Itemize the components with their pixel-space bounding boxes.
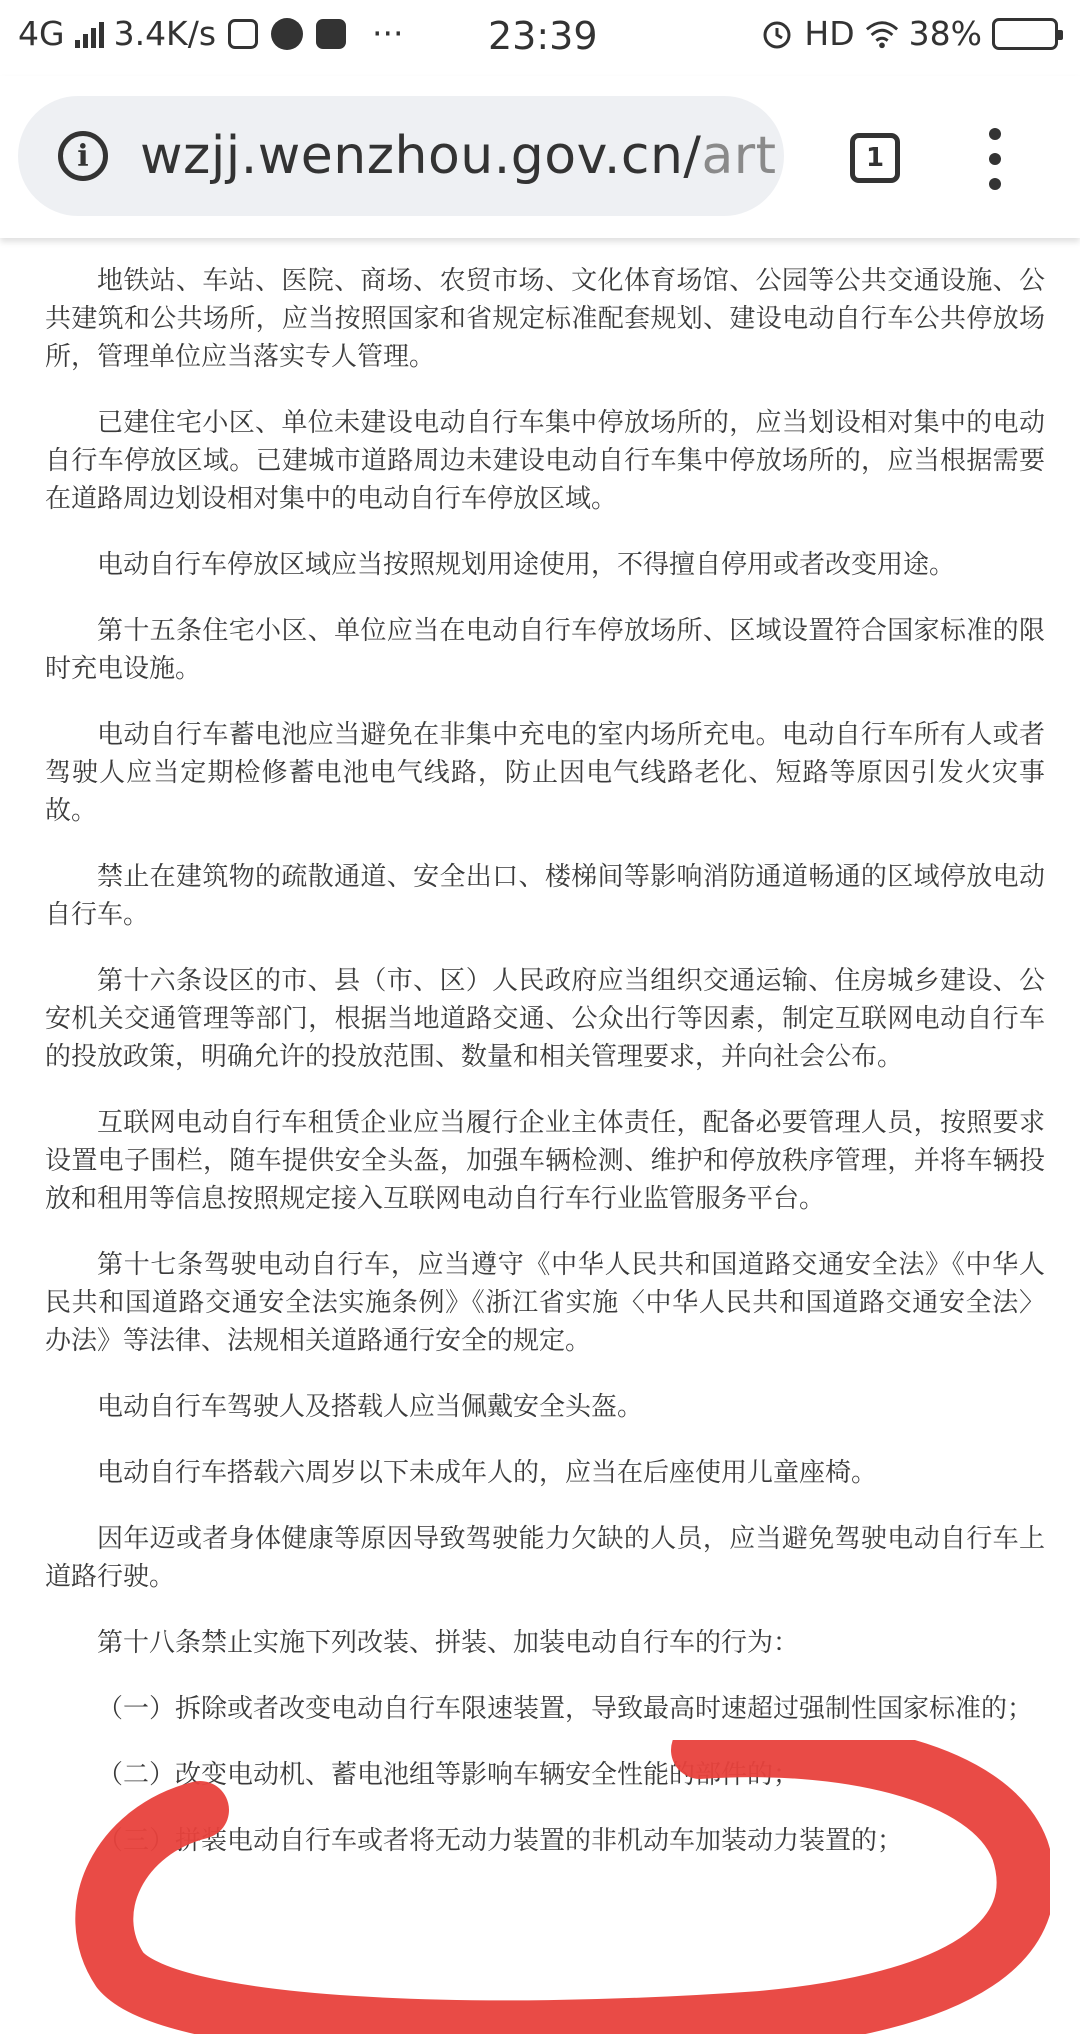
- hd-indicator: HD: [804, 14, 855, 53]
- browser-toolbar: [0, 76, 1080, 238]
- tab-switcher-button[interactable]: 1: [850, 133, 900, 183]
- url-tail: art: [701, 126, 777, 186]
- paragraph: 第十五条住宅小区、单位应当在电动自行车停放场所、区域设置符合国家标准的限时充电设施。: [45, 616, 1045, 684]
- network-speed: 3.4K/s: [113, 14, 217, 53]
- media-icon: [226, 17, 260, 51]
- battery-icon: [992, 18, 1058, 50]
- paragraph: 已建住宅小区、单位未建设电动自行车集中停放场所的，应当划设相对集中的电动自行车停放区域。已建城市道路周边未建设电动自行车集中停放场所的，应当根据需要在道路周边划设相对集中的电动自行车停放区域。: [45, 408, 1045, 514]
- paragraph: 地铁站、车站、医院、商场、农贸市场、文化体育场馆、公园等公共交通设施、公共建筑和公共场所，应当按照国家和省规定标准配套规划、建设电动自行车公共停放场所，管理单位应当落实专人管理。: [45, 266, 1045, 372]
- paragraph: （三）拼装电动自行车或者将无动力装置的非机动车加装动力装置的；: [97, 1826, 904, 1856]
- overflow-menu-icon[interactable]: [985, 128, 1005, 190]
- paragraph: 第十七条驾驶电动自行车，应当遵守《中华人民共和国道路交通安全法》《中华人民共和国道路交通安全法实施条例》《浙江省实施〈中华人民共和国道路交通安全法〉办法》等法律、法规相关道路通行安全的规定。: [45, 1250, 1045, 1356]
- status-bar: [0, 0, 1080, 76]
- paragraph: 电动自行车驾驶人及搭载人应当佩戴安全头盔。: [97, 1392, 644, 1422]
- alarm-icon: [760, 17, 794, 51]
- paragraph: 第十八条禁止实施下列改装、拼装、加装电动自行车的行为：: [97, 1628, 800, 1658]
- info-icon[interactable]: i: [58, 131, 108, 181]
- paragraph: 禁止在建筑物的疏散通道、安全出口、楼梯间等影响消防通道畅通的区域停放电动自行车。: [45, 862, 1045, 930]
- url-text[interactable]: [140, 126, 777, 186]
- paragraph: （二）改变电动机、蓄电池组等影响车辆安全性能的部件的；: [97, 1760, 800, 1790]
- status-left: [18, 14, 404, 53]
- paragraph: 第十六条设区的市、县（市、区）人民政府应当组织交通运输、住房城乡建设、公安机关交通管理等部门，根据当地道路交通、公众出行等因素，制定互联网电动自行车的投放政策，明确允许的投放范围、数量和相关管理要求，并向社会公布。: [45, 966, 1045, 1072]
- paragraph: 电动自行车搭载六周岁以下未成年人的，应当在后座使用儿童座椅。: [97, 1458, 878, 1488]
- article-body: [45, 262, 1045, 1888]
- battery-percent: 38%: [908, 14, 982, 53]
- clock: 23:39: [488, 14, 598, 58]
- status-right: [760, 14, 1058, 53]
- paragraph: 因年迈或者身体健康等原因导致驾驶能力欠缺的人员，应当避免驾驶电动自行车上道路行驶。: [45, 1524, 1045, 1592]
- more-notifications: ···: [372, 14, 404, 53]
- paragraph: 电动自行车蓄电池应当避免在非集中充电的室内场所充电。电动自行车所有人或者驾驶人应当定期检修蓄电池电气线路，防止因电气线路老化、短路等原因引发火灾事故。: [45, 720, 1045, 826]
- sound-icon: [270, 17, 304, 51]
- wifi-icon: [865, 17, 899, 51]
- paragraph: （一）拆除或者改变电动自行车限速装置，导致最高时速超过强制性国家标准的；: [97, 1694, 1034, 1724]
- mail-icon: [314, 17, 348, 51]
- paragraph: 电动自行车停放区域应当按照规划用途使用，不得擅自停用或者改变用途。: [97, 550, 956, 580]
- network-type: 4G: [18, 14, 65, 53]
- paragraph: 互联网电动自行车租赁企业应当履行企业主体责任，配备必要管理人员，按照要求设置电子围栏，随车提供安全头盔，加强车辆检测、维护和停放秩序管理，并将车辆投放和租用等信息按照规定接入互联网电动自行车行业监管服务平台。: [45, 1108, 1045, 1214]
- signal-icon: [75, 20, 104, 48]
- address-bar[interactable]: [18, 96, 784, 216]
- url-main: wzjj.wenzhou.gov.cn/: [140, 126, 702, 186]
